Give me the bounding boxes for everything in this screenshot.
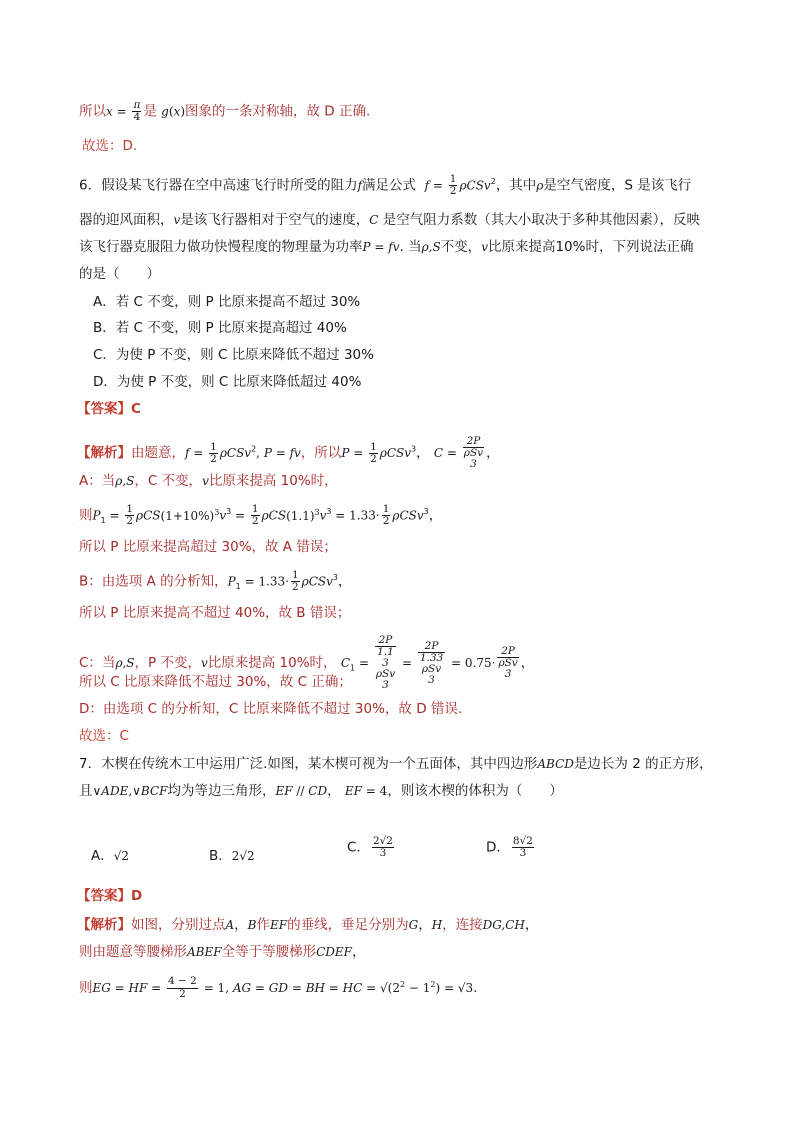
q6-option-d: D．为使 P 不变，则 C 比原来降低超过 40%	[93, 374, 362, 390]
q6-option-a: A．若 C 不变，则 P 比原来提高不超过 30%	[93, 294, 361, 310]
q7-answer: 【答案】D	[77, 888, 143, 904]
q7-option-c: C． $\frac{2√2}{3}$	[347, 835, 393, 860]
q6-analysis-a: A：当ρ,S，C 不变，v比原来提高 10%时，	[79, 473, 338, 489]
q7-option-a: A．√2	[91, 848, 130, 864]
q6-analysis-b: B：由选项 A 的分析知，$P_1 = 1.33\cdot$ $\frac{1}{2}$ ρCSv$^3$，	[79, 568, 352, 593]
q6-option-b: B．若 C 不变，则 P 比原来提高超过 40%	[93, 320, 347, 336]
q7-analysis-3: 则EG = HF = $\frac{4 - 2}{2}$ = 1, AG = GD = BH = HC = $√(2^2 - 1^2) = √3$.	[79, 975, 478, 1000]
q6-line-3: 该飞行器克服阻力做功快慢程度的物理量为功率P = fv. 当ρ,S不变，v比原来提高10%时，下列说法正确	[79, 239, 694, 255]
q7-line-2: 且∨ADE,∨BCF均为等边三角形，EF // CD， EF = 4，则该木楔的体积为（ ）	[79, 783, 563, 799]
q7-analysis-1: 【解析】如图，分别过点A，B作EF的垂线，垂足分别为G，H，连接DG,CH，	[77, 917, 539, 933]
q7-option-d: D． $\frac{8√2}{3}$	[486, 835, 533, 860]
answer-choice-prev: 故选：D.	[82, 138, 138, 154]
q7-analysis-2: 则由题意等腰梯形ABEF全等于等腰梯形CDEF，	[79, 944, 366, 960]
q6-analysis-p1: 则$P_1$ = $\frac{1}{2}$ $\rho CS(1+10\%)^3v^3$ = $\frac{1}{2}$ $\rho CS(1.1)^3v^3 = 1.33\cdot$ $\frac{1}{2}$ ρCSv$^3$，	[79, 502, 443, 527]
q6-line-4: 的是（ ）	[79, 266, 160, 282]
q6-analysis-d: D：由选项 C 的分析知，C 比原来降低不超过 30%，故 D 错误.	[79, 701, 463, 717]
q6-final-choice: 故选：C	[79, 728, 129, 744]
q6-analysis-1: 【解析】由题意，f = $\frac{1}{2}$ ρCSv$^2$, P = fv，所以P = $\frac{1}{2}$ ρCSv$^3$， C = 2P ρSv 3 ，	[77, 435, 500, 471]
q6-option-c: C．为使 P 不变，则 C 比原来降低不超过 30%	[93, 347, 374, 363]
line-axis-conclusion: 所以x = $\frac{\pi}{4}$ 是 g(x)图象的一条对称轴，故 D 正确.	[79, 99, 371, 124]
q6-answer: 【答案】C	[77, 401, 141, 417]
q6-conclusion-b: 所以 P 比原来提高不超过 40%，故 B 错误；	[79, 605, 351, 621]
q6-conclusion-c: 所以 C 比原来降低不超过 30%，故 C 正确；	[79, 674, 352, 690]
q6-line-2: 器的迎风面积，v是该飞行器相对于空气的速度，C 是空气阻力系数（其大小取决于多种其他因素），反映	[79, 212, 701, 228]
q7-option-b: B．2√2	[209, 848, 255, 864]
q6-conclusion-a: 所以 P 比原来提高超过 30%，故 A 错误；	[79, 539, 337, 555]
q7-line-1: 7．木楔在传统木工中运用广泛.如图，某木楔可视为一个五面体，其中四边形ABCD是边长为 2 的正方形，	[79, 756, 713, 772]
q6-line-1: 6．假设某飞行器在空中高速飞行时所受的阻力f满足公式 f = $\frac{1}{2}$ ρCSv$^2$，其中ρ是空气密度，S 是该飞行	[79, 172, 692, 197]
q6-analysis-c: C：当ρ,S，P 不变，v比原来提高 10%时， $C_1$ = 2P 1.1 3 ρSv 3 = 2P 1.33 ρSv 3 = 0.75· 2P ρSv 3 ，	[79, 634, 535, 692]
